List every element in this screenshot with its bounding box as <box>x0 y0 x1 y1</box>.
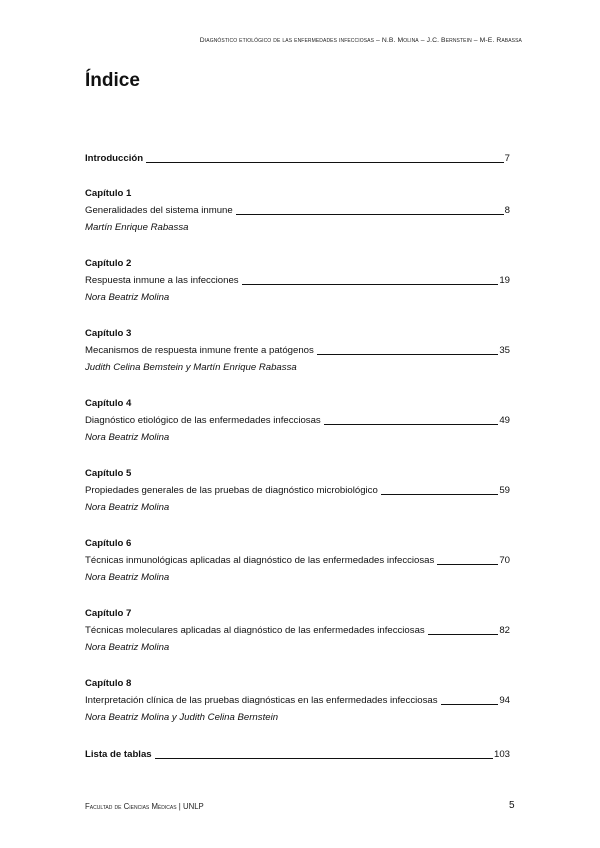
toc-leader-line <box>428 634 499 635</box>
toc-entry[interactable] <box>85 554 510 568</box>
chapter-label: Capítulo 6 <box>85 538 132 549</box>
toc-leader-line <box>381 494 499 495</box>
footer-institution <box>85 802 204 811</box>
toc-chapter-6 <box>85 537 510 585</box>
toc-entry-introduction[interactable] <box>85 152 510 166</box>
running-header: Diagnóstico etiológico de las enfermedades infecciosas – N.B. Molina – J.C. Bernstein – M-E. Rabassa <box>199 37 522 44</box>
toc-entry-page: 94 <box>499 695 510 706</box>
toc-entry-title: Generalidades del sistema inmune <box>85 205 233 216</box>
chapter-label: Capítulo 5 <box>85 468 132 479</box>
toc-leader-line <box>236 214 504 215</box>
toc-chapter-5 <box>85 467 510 515</box>
toc-entry-page: 7 <box>504 153 510 164</box>
toc-entry-list-of-tables[interactable] <box>85 748 510 762</box>
page-number: 5 <box>509 800 515 811</box>
chapter-authors: Martín Enrique Rabassa <box>85 222 189 233</box>
toc-entry[interactable] <box>85 204 510 218</box>
footer-university: UNLP <box>182 802 204 811</box>
chapter-authors: Nora Beatriz Molina <box>85 642 170 653</box>
toc-chapter-1 <box>85 187 510 235</box>
toc-entry[interactable] <box>85 484 510 498</box>
toc-entry-title: Mecanismos de respuesta inmune frente a patógenos <box>85 345 314 356</box>
toc-entry-title: Técnicas moleculares aplicadas al diagnóstico de las enfermedades infecciosas <box>85 625 425 636</box>
toc-entry[interactable] <box>85 344 510 358</box>
toc-entry-title: Interpretación clínica de las pruebas diagnósticas en las enfermedades infecciosas <box>85 695 438 706</box>
table-of-contents <box>85 152 510 762</box>
toc-entry-title: Lista de tablas <box>85 749 152 760</box>
chapter-label: Capítulo 2 <box>85 258 132 269</box>
chapter-label: Capítulo 1 <box>85 188 132 199</box>
toc-entry-page: 59 <box>499 485 510 496</box>
toc-entry-page: 82 <box>499 625 510 636</box>
page-title: Índice <box>85 70 140 91</box>
toc-entry[interactable] <box>85 694 510 708</box>
toc-chapter-2 <box>85 257 510 305</box>
toc-chapter-3 <box>85 327 510 375</box>
footer-faculty: Facultad de Ciencias Médicas <box>85 802 177 811</box>
toc-entry-title: Diagnóstico etiológico de las enfermedades infecciosas <box>85 415 321 426</box>
toc-leader-line <box>155 758 493 759</box>
chapter-label: Capítulo 3 <box>85 328 132 339</box>
toc-entry[interactable] <box>85 274 510 288</box>
toc-leader-line <box>146 162 504 163</box>
toc-entry-page: 19 <box>499 275 510 286</box>
chapter-authors: Nora Beatriz Molina <box>85 432 170 443</box>
toc-entry-page: 49 <box>499 415 510 426</box>
chapter-authors: Judith Celina Bemstein y Martín Enrique Rabassa <box>85 362 297 373</box>
toc-chapter-4 <box>85 397 510 445</box>
toc-leader-line <box>317 354 499 355</box>
toc-entry-title: Propiedades generales de las pruebas de diagnóstico microbiológico <box>85 485 378 496</box>
toc-entry[interactable] <box>85 624 510 638</box>
toc-leader-line <box>441 704 499 705</box>
toc-entry-title: Respuesta inmune a las infecciones <box>85 275 239 286</box>
chapter-authors: Nora Beatriz Molina <box>85 572 170 583</box>
toc-leader-line <box>242 284 499 285</box>
toc-entry-title: Introducción <box>85 153 144 164</box>
toc-leader-line <box>324 424 499 425</box>
footer-separator: | <box>178 802 181 811</box>
toc-entry-page: 103 <box>493 749 510 760</box>
toc-chapter-7 <box>85 607 510 655</box>
chapter-authors: Nora Beatriz Molina <box>85 292 170 303</box>
toc-leader-line <box>437 564 498 565</box>
chapter-authors: Nora Beatriz Molina <box>85 502 170 513</box>
toc-entry-page: 35 <box>499 345 510 356</box>
chapter-authors: Nora Beatriz Molina y Judith Celina Bernstein <box>85 712 279 723</box>
toc-entry-page: 8 <box>504 205 510 216</box>
toc-entry[interactable] <box>85 414 510 428</box>
chapter-label: Capítulo 4 <box>85 398 132 409</box>
chapter-label: Capítulo 8 <box>85 678 132 689</box>
toc-entry-title: Técnicas inmunológicas aplicadas al diagnóstico de las enfermedades infecciosas <box>85 555 435 566</box>
chapter-label: Capítulo 7 <box>85 608 132 619</box>
toc-chapter-8 <box>85 677 510 725</box>
toc-entry-page: 70 <box>499 555 510 566</box>
